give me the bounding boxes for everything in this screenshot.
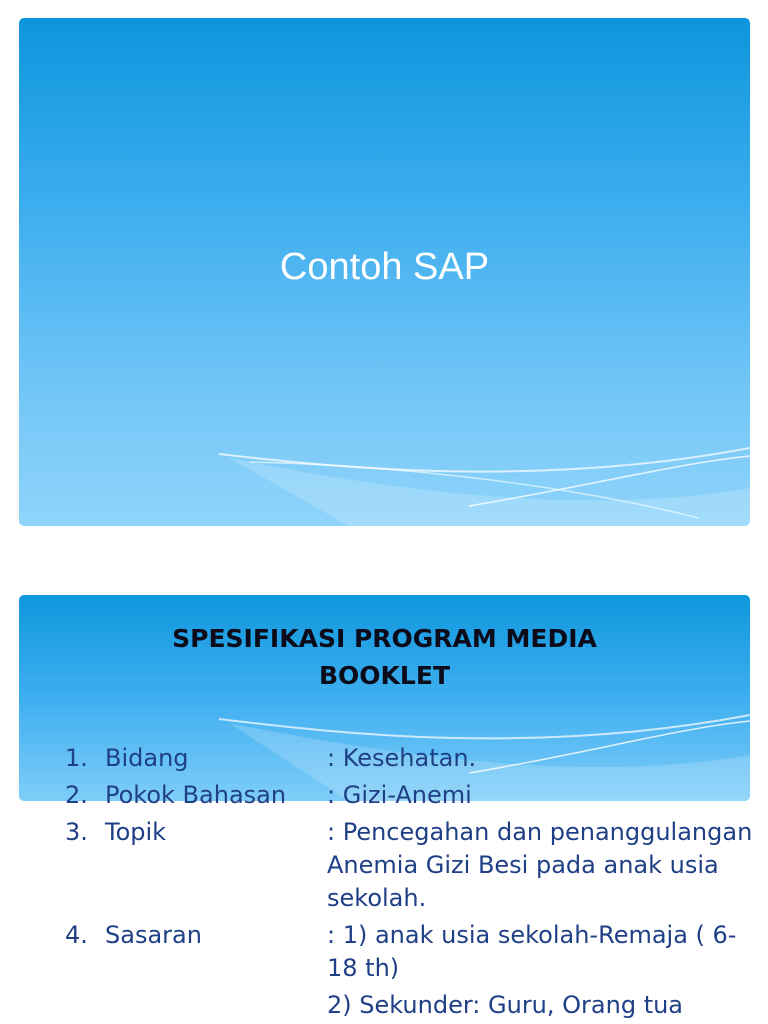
item-number: 4. [65,921,88,949]
item-label: Bidang [105,744,189,772]
item-number: 3. [65,818,88,846]
spec-list [65,742,755,1022]
content-slide-heading [19,620,750,694]
list-item [65,742,755,775]
item-label: Sasaran [105,921,202,949]
list-item [65,779,755,812]
item-number: 1. [65,744,88,772]
item-value: : Kesehatan. [327,744,477,772]
item-number: 2. [65,781,88,809]
item-extra-line: 2) Sekunder: Guru, Orang tua [327,991,684,1019]
heading-line-2: BOOKLET [319,661,450,690]
item-value: : Pencegahan dan penanggulangan Anemia Gizi Besi pada anak usia sekolah. [327,818,753,912]
item-label: Topik [105,818,167,846]
item-value: : Gizi-Anemi [327,781,472,809]
list-item [65,816,755,915]
list-item [65,919,755,985]
heading-line-1: SPESIFIKASI PROGRAM MEDIA [172,624,597,653]
item-label: Pokok Bahasan [105,781,287,809]
slide-title: Contoh SAP [279,246,490,288]
title-slide [19,18,750,526]
item-value: : 1) anak usia sekolah-Remaja ( 6-18 th) [327,921,737,982]
